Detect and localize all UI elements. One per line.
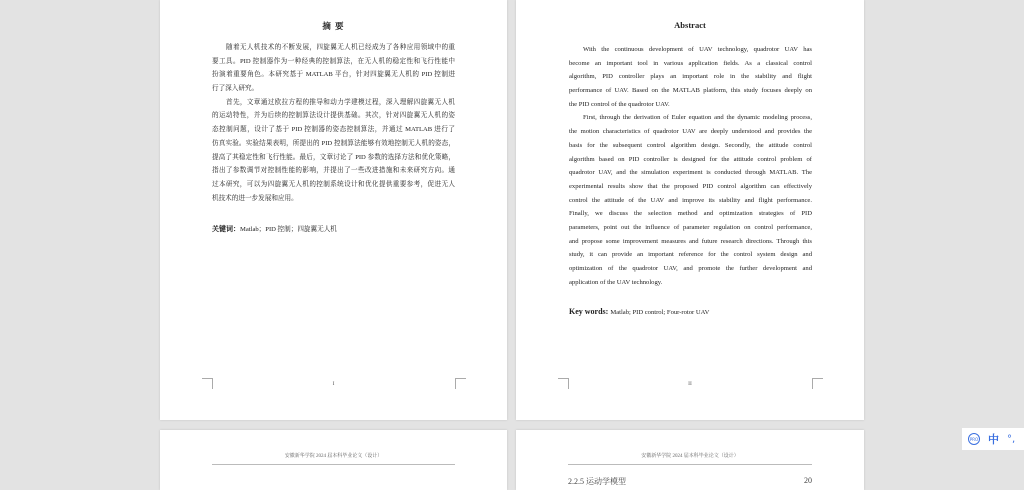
text-line: performance of UAV. Based on the MATLAB platform, this study focuses deeply on bbox=[569, 87, 812, 95]
keywords-label: Key words: bbox=[569, 307, 611, 316]
document-page-3 bbox=[160, 430, 507, 490]
text-line: control the attitude of the UAV and improve its stability and flight performance. bbox=[569, 196, 812, 204]
text-line: quadrotor UAV, and the simulation experiment is conducted through MATLAB. The bbox=[569, 169, 812, 177]
header-rule bbox=[212, 464, 455, 465]
toc-entry-page: 20 bbox=[804, 476, 812, 485]
text-line: algorithm based on PID controller is designed for the attitude control problem of bbox=[569, 155, 812, 163]
text-line: optimization of the quadrotor UAV, and promote the further development and bbox=[569, 265, 812, 272]
text-line: First, through the derivation of Euler equation and the dynamic modeling process, bbox=[583, 114, 812, 122]
text-line: algorithm, PID controller plays an important role in the stability and flight bbox=[569, 73, 812, 81]
toc-entry[interactable] bbox=[568, 476, 812, 487]
text-line: 过本研究，可以为四旋翼无人机的控制系统设计和优化提供重要参考，促进无人 bbox=[212, 180, 455, 188]
ime-logo-icon[interactable]: PRO bbox=[968, 433, 980, 445]
text-line: the PID control of the quadrotor UAV. bbox=[569, 100, 670, 108]
document-page-2 bbox=[516, 0, 864, 420]
abstract-body-cn bbox=[212, 41, 455, 205]
keywords-label: 关键词： bbox=[212, 225, 240, 233]
ime-toolbar[interactable] bbox=[962, 428, 1024, 450]
keywords-value: Matlab；PID 控制；四旋翼无人机 bbox=[240, 226, 337, 233]
text-line: 的运动特性，并为后续的控制算法设计提供基础。其次，针对四旋翼无人机的姿 bbox=[212, 112, 455, 120]
toc-entry-title: 2.2.5 运动学模型 bbox=[568, 477, 626, 486]
punctuation-mode-icon[interactable]: °, bbox=[1007, 433, 1016, 445]
keywords bbox=[569, 307, 709, 316]
text-line: 仿真实验。实验结果表明，所提出的 PID 控制算法能够有效地控制无人机的姿态， bbox=[212, 139, 455, 147]
document-page-4 bbox=[516, 430, 864, 490]
text-line: experimental results show that the proposed PID control algorithm can effectively bbox=[569, 182, 812, 190]
text-line: study, it can provide an important reference for the control system design and bbox=[569, 251, 812, 259]
abstract-body-en bbox=[569, 43, 812, 289]
text-line: the motion characteristics of quadrotor UAV are deeply understood and provides the bbox=[569, 128, 812, 136]
text-line: 要工具。PID 控制器作为一种经典的控制算法，在无人机的稳定性和飞行性能中 bbox=[212, 57, 455, 65]
text-line: parameters, point out the influence of parameter regulation on control performance, bbox=[569, 223, 812, 231]
header-rule bbox=[568, 464, 812, 465]
text-line: Finally, we discuss the selection method and optimization strategies of PID bbox=[569, 210, 812, 218]
text-line: basis for the subsequent control algorithm design. Secondly, the attitude control bbox=[569, 141, 812, 149]
ime-language-toggle[interactable]: 中 bbox=[988, 433, 999, 446]
page-title: 摘 要 bbox=[322, 21, 345, 31]
text-line: 随着无人机技术的不断发展，四旋翼无人机已经成为了各种应用领域中的重 bbox=[226, 44, 455, 51]
page-header: 安徽新华学院 2024 届本科毕业论文（设计） bbox=[284, 454, 383, 459]
text-line: and propose some improvement measures and future research directions. Through this bbox=[569, 237, 812, 245]
text-line: become an important tool in various application fields. As a classical control bbox=[569, 59, 812, 67]
keywords bbox=[212, 223, 337, 234]
text-line: application of the UAV technology. bbox=[569, 278, 663, 286]
text-line: With the continuous development of UAV technology, quadrotor UAV has bbox=[583, 46, 812, 53]
text-line: 提高了其稳定性和飞行性能。最后，文章讨论了 PID 参数的选择方法和优化策略， bbox=[212, 153, 455, 161]
document-page-1 bbox=[160, 0, 507, 420]
text-line: 指出了参数调节对控制性能的影响，并提出了一些改进措施和未来研究方向。通 bbox=[212, 167, 455, 175]
text-line: 机技术的进一步发展和应用。 bbox=[212, 194, 298, 202]
text-line: 态控制问题，设计了基于 PID 控制器的姿态控制算法，并通过 MATLAB 进行了 bbox=[212, 126, 455, 134]
text-line: 扮演着重要角色。本研究基于 MATLAB 平台，针对四旋翼无人机的 PID 控制进 bbox=[212, 71, 455, 79]
text-line: 首先，文章通过欧拉方程的推导和动力学建模过程，深入理解四旋翼无人机 bbox=[226, 98, 455, 106]
page-number: II bbox=[688, 381, 692, 387]
page-number: I bbox=[332, 381, 335, 387]
page-header: 安徽新华学院 2024 届本科毕业论文（设计） bbox=[641, 454, 739, 459]
page-title: Abstract bbox=[674, 20, 706, 30]
text-line: 行了深入研究。 bbox=[212, 85, 259, 93]
keywords-value: Matlab; PID control; Four-rotor UAV bbox=[610, 309, 710, 316]
